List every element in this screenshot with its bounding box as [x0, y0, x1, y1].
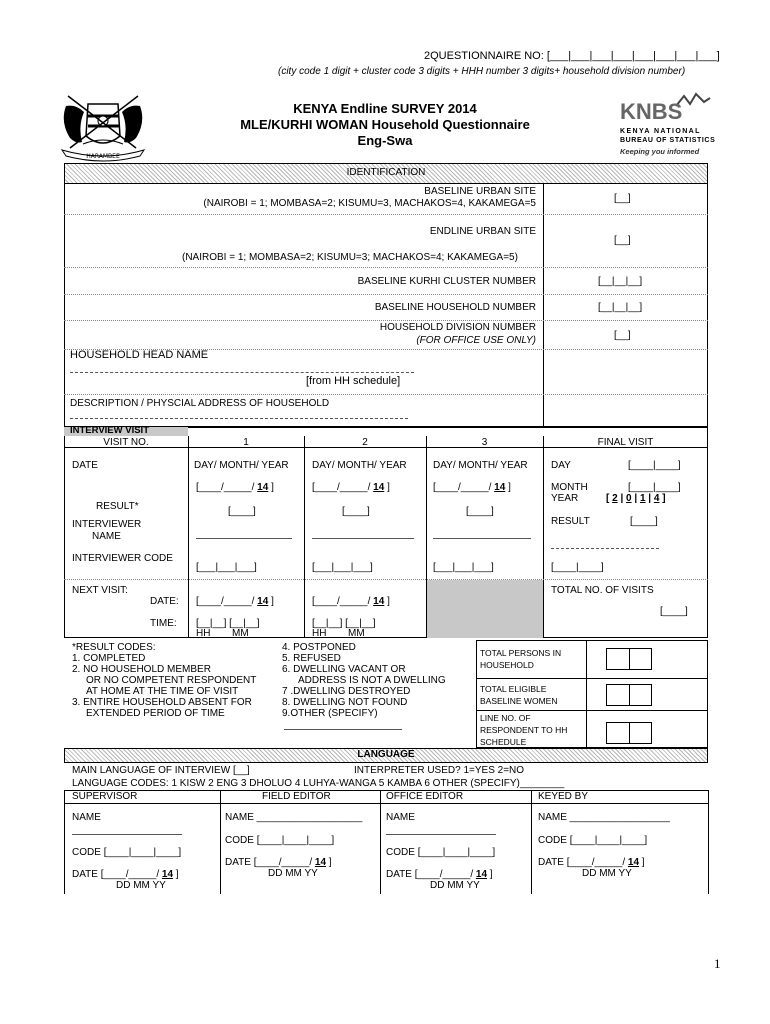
field-editor-code[interactable]: CODE [____|____|____] [225, 835, 335, 846]
result-code-4: 4. POSTPONED [282, 642, 356, 653]
office-editor-name-line[interactable] [386, 834, 496, 835]
endline-site-label: ENDLINE URBAN SITE [429, 226, 536, 237]
final-year-label: YEAR [551, 493, 579, 504]
next-visit1-mm: MM [232, 628, 249, 639]
interviewer-code-label: INTERVIEWER CODE [72, 553, 173, 564]
total-visits-label: TOTAL NO. OF VISITS [551, 585, 654, 596]
visit3-code[interactable]: [___|___|___] [433, 562, 494, 573]
next-visit-label: NEXT VISIT: [72, 585, 128, 596]
next-visit2-time[interactable]: [__|__] [__|__] [312, 618, 376, 629]
keyed-by-name[interactable]: NAME __________________ [538, 812, 670, 823]
field-editor-name[interactable]: NAME ___________________ [225, 812, 363, 823]
division-box[interactable]: [__] [614, 330, 631, 341]
result-code-2: 2. NO HOUSEHOLD MEMBER [72, 664, 211, 675]
result-code-2c: AT HOME AT THE TIME OF VISIT [86, 686, 239, 697]
result-codes-title: *RESULT CODES: [72, 642, 156, 653]
role-office-editor: OFFICE EDITOR [386, 791, 464, 802]
supervisor-ddmmyy: DD MM YY [116, 880, 166, 891]
division-label: HOUSEHOLD DIVISION NUMBER [379, 322, 536, 333]
supervisor-name-line[interactable] [72, 834, 182, 835]
baseline-site-box[interactable]: [__] [614, 193, 631, 204]
visit1-code[interactable]: [___|___|___] [196, 562, 257, 573]
line-no-label-1: LINE NO. OF [480, 713, 531, 723]
questionnaire-number-boxes[interactable]: [___|___|___|___|___|___|___|___] [546, 50, 720, 62]
knbs-wordmark: KNBS [620, 99, 683, 120]
visit-col-1: 1 [243, 437, 249, 448]
household-number-label: BASELINE HOUSEHOLD NUMBER [374, 302, 536, 313]
line-no-label-3: SCHEDULE [480, 737, 527, 747]
result-code-3b: EXTENDED PERIOD OF TIME [86, 708, 225, 719]
address-line[interactable] [70, 418, 408, 419]
result-code-3: 3. ENTIRE HOUSEHOLD ABSENT FOR [72, 697, 252, 708]
head-name-label: HOUSEHOLD HEAD NAME [70, 349, 209, 361]
office-editor-name-label: NAME [386, 812, 415, 823]
survey-title: KENYA Endline SURVEY 2014 [293, 101, 477, 116]
other-specify-line[interactable] [284, 729, 402, 730]
code-note: (city code 1 digit + cluster code 3 digits + HHH number 3 digits+ household division number) [278, 66, 686, 77]
keyed-by-ddmmyy: DD MM YY [582, 868, 632, 879]
household-number-box[interactable]: [__|__|__] [598, 302, 643, 313]
next-visit2-hh: HH [312, 628, 327, 639]
language-codes: LANGUAGE CODES: 1 KISW 2 ENG 3 DHOLUO 4 LUHYA-WANGA 5 KAMBA 6 OTHER (SPECIFY)________ [72, 778, 565, 789]
date-label: DATE [72, 460, 98, 471]
baseline-site-label: BASELINE URBAN SITE [424, 186, 536, 197]
field-editor-ddmmyy: DD MM YY [268, 868, 318, 879]
keyed-by-date[interactable]: DATE [____/_____/ 14 ] [538, 857, 645, 868]
kenya-coat-of-arms [48, 86, 158, 166]
result-code-6: 6. DWELLING VACANT OR [282, 664, 406, 675]
visit-col-3: 3 [481, 437, 488, 448]
total-eligible-label-1: TOTAL ELIGIBLE [480, 684, 547, 694]
visit1-date[interactable]: [____/_____/ 14 ] [196, 482, 274, 493]
head-name-source: [from HH schedule] [306, 375, 401, 387]
final-visit-label: FINAL VISIT [597, 437, 654, 448]
final-month-label: MONTH [551, 482, 588, 493]
endline-site-codes: (NAIROBI = 1; MOMBASA=2; KISUMU=3; MACHAKOS=4; KAKAMEGA=5) [182, 252, 518, 263]
visit-no-label: VISIT NO. [103, 437, 149, 448]
role-supervisor: SUPERVISOR [72, 791, 138, 802]
division-note: (FOR OFFICE USE ONLY) [416, 335, 536, 346]
next-visit2-mm: MM [348, 628, 365, 639]
interviewer-label-2: NAME [92, 531, 121, 542]
endline-site-box[interactable]: [__] [614, 235, 631, 246]
final-day-box[interactable]: [____|____] [628, 460, 681, 471]
final-result-label: RESULT [551, 516, 590, 527]
result-code-9: 9.OTHER (SPECIFY) [282, 708, 378, 719]
main-language[interactable]: MAIN LANGUAGE OF INTERVIEW [__] [72, 765, 250, 776]
office-editor-date[interactable]: DATE [____/_____/ 14 ] [386, 869, 493, 880]
final-month-box[interactable]: [____|____] [628, 482, 681, 493]
visit2-interviewer-name[interactable] [312, 538, 414, 539]
questionnaire-title: MLE/KURHI WOMAN Household Questionnaire [240, 117, 530, 132]
total-persons-label-2: HOUSEHOLD [480, 660, 534, 670]
office-editor-ddmmyy: DD MM YY [430, 880, 480, 891]
next-visit1-date[interactable]: [____/_____/ 14 ] [196, 596, 274, 607]
interpreter-used[interactable]: INTERPRETER USED? 1=YES 2=NO [354, 765, 525, 776]
visit3-next-visit-blocked [427, 580, 543, 638]
total-visits-box[interactable]: [____] [660, 606, 688, 617]
result-code-5: 5. REFUSED [282, 653, 341, 664]
result-code-7: 7 .DWELLING DESTROYED [282, 686, 411, 697]
final-code-box[interactable]: [____|____] [551, 562, 604, 573]
address-label: DESCRIPTION / PHYSCIAL ADDRESS OF HOUSEHOLD [70, 398, 330, 409]
result-code-8: 8. DWELLING NOT FOUND [282, 697, 408, 708]
total-persons-label-1: TOTAL PERSONS IN [480, 648, 562, 658]
interview-visit-heading: INTERVIEW VISIT [70, 425, 150, 436]
next-visit1-hh: HH [196, 628, 211, 639]
line-no-label-2: RESPONDENT TO HH [480, 725, 568, 735]
visit1-interviewer-name[interactable] [196, 538, 292, 539]
knbs-line1: KENYA NATIONAL [620, 128, 701, 135]
result-code-1: 1. COMPLETED [72, 653, 146, 664]
cluster-box[interactable]: [__|__|__] [598, 276, 643, 287]
final-year-box[interactable]: [ 2 | 0 | 1 | 4 ] [606, 493, 666, 504]
visit1-dmy: DAY/ MONTH/ YEAR [194, 460, 289, 471]
identification-heading: IDENTIFICATION [346, 167, 426, 178]
visit3-dmy: DAY/ MONTH/ YEAR [433, 460, 528, 471]
visit3-date[interactable]: [____/_____/ 14 ] [433, 482, 511, 493]
role-keyed-by: KEYED BY [538, 791, 589, 802]
final-interviewer-name[interactable] [551, 548, 659, 549]
language-version: Eng-Swa [357, 133, 413, 148]
head-name-line[interactable] [70, 372, 414, 373]
visit2-dmy: DAY/ MONTH/ YEAR [312, 460, 407, 471]
page-number: 1 [714, 956, 721, 971]
role-field-editor: FIELD EDITOR [262, 791, 331, 802]
language-heading: LANGUAGE [357, 749, 415, 760]
final-day-label: DAY [551, 460, 571, 471]
result-code-2b: OR NO COMPETENT RESPONDENT [86, 675, 257, 686]
cluster-label: BASELINE KURHI CLUSTER NUMBER [357, 276, 536, 287]
keyed-by-code[interactable]: CODE [____|____|____] [538, 835, 648, 846]
supervisor-date[interactable]: DATE [____/_____/ 14 ] [72, 869, 179, 880]
baseline-site-codes: (NAIROBI = 1; MOMBASA=2; KISUMU=3, MACHAKOS=4, KAKAMEGA=5 [203, 198, 536, 209]
knbs-line2: BUREAU OF STATISTICS [620, 137, 716, 144]
knbs-logo [618, 92, 718, 162]
final-result-box[interactable]: [____] [630, 516, 658, 527]
interviewer-label-1: INTERVIEWER [72, 519, 142, 530]
visit3-interviewer-name[interactable] [433, 538, 531, 539]
visit2-code[interactable]: [___|___|___] [312, 562, 373, 573]
next-time-label: TIME: [150, 618, 177, 629]
questionnaire-number-label: 2QUESTIONNAIRE NO: [___|___|___|___|___|___|___|___] [424, 50, 720, 62]
visit1-result[interactable]: [____] [228, 506, 256, 517]
field-editor-date[interactable]: DATE [____/_____/ 14 ] [225, 857, 332, 868]
total-eligible-label-2: BASELINE WOMEN [480, 696, 558, 706]
next-date-label: DATE: [150, 596, 179, 607]
next-visit2-date[interactable]: [____/_____/ 14 ] [312, 596, 390, 607]
visit3-result[interactable]: [____] [466, 506, 494, 517]
coat-motto: HARAMBEE [86, 153, 120, 160]
result-code-6b: ADDRESS IS NOT A DWELLING [298, 675, 446, 686]
supervisor-name-label: NAME [72, 812, 101, 823]
next-visit1-time[interactable]: [__|__] [__|__] [196, 618, 260, 629]
visit-col-2: 2 [362, 437, 368, 448]
supervisor-code[interactable]: CODE [____|____|____] [72, 847, 182, 858]
visit2-date[interactable]: [____/_____/ 14 ] [312, 482, 390, 493]
visit2-result[interactable]: [____] [342, 506, 370, 517]
knbs-tagline: Keeping you informed [620, 147, 700, 156]
office-editor-code[interactable]: CODE [____|____|____] [386, 847, 496, 858]
